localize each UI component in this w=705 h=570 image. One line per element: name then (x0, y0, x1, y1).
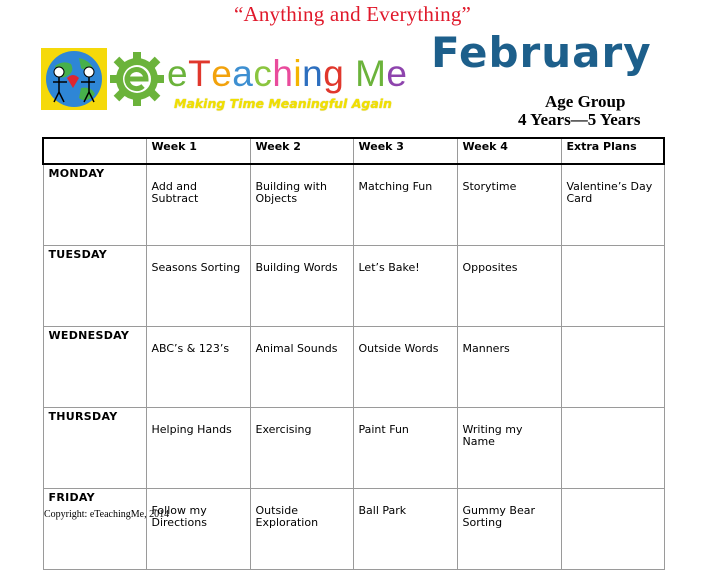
table-header-row (43, 138, 664, 164)
corner-header-cell (43, 138, 146, 164)
month-title: February (431, 28, 652, 77)
activity-cell: Helping Hands (146, 408, 250, 489)
column-header-extra-plans: Extra Plans (561, 138, 664, 164)
activity-cell: Outside Words (353, 327, 457, 408)
activity-cell: ABC’s & 123’s (146, 327, 250, 408)
activity-cell: Let’s Bake! (353, 246, 457, 327)
activity-cell: Follow my Directions (146, 489, 250, 570)
day-label: MONDAY (43, 164, 146, 246)
brand-letter (344, 54, 355, 94)
column-header-week-1: Week 1 (146, 138, 250, 164)
column-header-week-2: Week 2 (250, 138, 353, 164)
activity-cell: Storytime (457, 164, 561, 246)
table-row (43, 246, 664, 327)
extra-plan-cell (561, 489, 664, 570)
tagline: “Anything and Everything” (233, 2, 472, 26)
weekly-plan-table (42, 137, 665, 570)
day-label: WEDNESDAY (43, 327, 146, 408)
activity-cell: Seasons Sorting (146, 246, 250, 327)
brand-letter: M (355, 53, 387, 94)
brand-letter: e (167, 53, 189, 94)
globe-children-icon (41, 48, 107, 110)
activity-cell: Building Words (250, 246, 353, 327)
activity-cell: Ball Park (353, 489, 457, 570)
gear-e-icon (108, 50, 166, 108)
brand-letter: T (188, 53, 212, 94)
age-group-range: 4 Years—5 Years (518, 110, 641, 129)
column-header-week-4: Week 4 (457, 138, 561, 164)
brand-letter: a (232, 53, 254, 94)
age-group-label: Age Group (545, 92, 626, 111)
table-row (43, 408, 664, 489)
table-row (43, 489, 664, 570)
extra-plan-cell (561, 327, 664, 408)
brand-letter: c (253, 53, 273, 94)
copyright-text: Copyright: eTeachingMe, 2014 (44, 509, 170, 520)
activity-cell: Outside Exploration (250, 489, 353, 570)
day-label: FRIDAY (43, 489, 146, 570)
extra-plan-cell (561, 246, 664, 327)
brand-slogan: Making Time Meaningful Again (174, 96, 392, 111)
table-row (43, 164, 664, 246)
table-row (43, 327, 664, 408)
brand-name (167, 54, 408, 94)
activity-cell: Building with Objects (250, 164, 353, 246)
activity-cell: Add and Subtract (146, 164, 250, 246)
day-label: TUESDAY (43, 246, 146, 327)
activity-cell: Exercising (250, 408, 353, 489)
column-header-week-3: Week 3 (353, 138, 457, 164)
brand-letter: n (302, 53, 324, 94)
brand-letter: i (293, 53, 303, 94)
day-label: THURSDAY (43, 408, 146, 489)
activity-cell: Manners (457, 327, 561, 408)
activity-cell: Opposites (457, 246, 561, 327)
brand-letter: g (323, 53, 345, 94)
activity-cell: Matching Fun (353, 164, 457, 246)
activity-cell: Animal Sounds (250, 327, 353, 408)
brand-letter: e (386, 53, 408, 94)
brand-letter: e (211, 53, 233, 94)
extra-plan-cell (561, 408, 664, 489)
activity-cell: Gummy Bear Sorting (457, 489, 561, 570)
activity-cell: Paint Fun (353, 408, 457, 489)
brand-letter: h (272, 53, 294, 94)
activity-cell: Writing my Name (457, 408, 561, 489)
extra-plan-cell: Valentine’s Day Card (561, 164, 664, 246)
